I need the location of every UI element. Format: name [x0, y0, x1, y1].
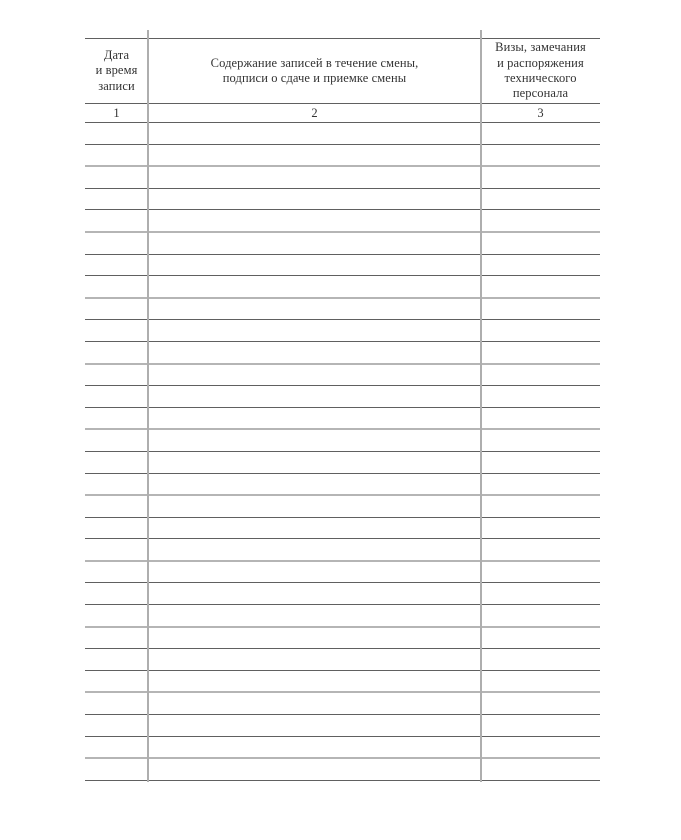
- table-row: [85, 276, 600, 299]
- table-row: [85, 518, 600, 540]
- table-row: [85, 189, 600, 211]
- table-row: [85, 562, 600, 584]
- header-line: персонала: [512, 86, 569, 101]
- table-row: [85, 539, 600, 562]
- header-line: и время: [95, 63, 138, 78]
- table-row: [85, 342, 600, 365]
- table-row: [85, 167, 600, 189]
- header-line: Дата: [103, 47, 130, 62]
- column-divider-1: [147, 30, 149, 782]
- column-numbers-row: [85, 104, 600, 123]
- table-row: [85, 255, 600, 277]
- table-row: [85, 671, 600, 694]
- table-row: [85, 145, 600, 168]
- table-row: [85, 693, 600, 715]
- table-row: [85, 759, 600, 781]
- table-row: [85, 123, 600, 145]
- table-row: [85, 233, 600, 255]
- table-row: [85, 737, 600, 760]
- table-row: [85, 583, 600, 605]
- table-row: [85, 408, 600, 431]
- header-line: записи: [98, 78, 135, 93]
- column-divider-2: [480, 30, 482, 782]
- table-row: [85, 299, 600, 321]
- header-cell-visas-remarks: [481, 39, 600, 103]
- column-number-2: 2: [311, 105, 318, 120]
- column-number-1: 1: [113, 105, 120, 120]
- table-row: [85, 474, 600, 497]
- table-row: [85, 365, 600, 387]
- header-line: Содержание записей в течение смены,: [210, 55, 419, 70]
- table-header-row: [85, 39, 600, 104]
- table-row: [85, 649, 600, 671]
- table-row: [85, 605, 600, 628]
- table-row: [85, 715, 600, 737]
- header-line: подписи о сдаче и приемке смены: [222, 71, 407, 85]
- table-row: [85, 628, 600, 650]
- table-row: [85, 320, 600, 342]
- table-body: [85, 123, 600, 781]
- table-row: [85, 386, 600, 408]
- shift-log-table: [85, 38, 600, 782]
- header-line: и распоряжения: [497, 55, 584, 70]
- header-cell-date-time: [85, 39, 148, 103]
- table-row: [85, 210, 600, 233]
- header-cell-shift-records: [148, 39, 481, 103]
- header-line: Визы, замечания: [495, 40, 586, 55]
- table-row: [85, 452, 600, 474]
- column-number-3: 3: [537, 105, 544, 120]
- table-row: [85, 496, 600, 518]
- table-row: [85, 430, 600, 452]
- header-line: технического: [504, 71, 577, 85]
